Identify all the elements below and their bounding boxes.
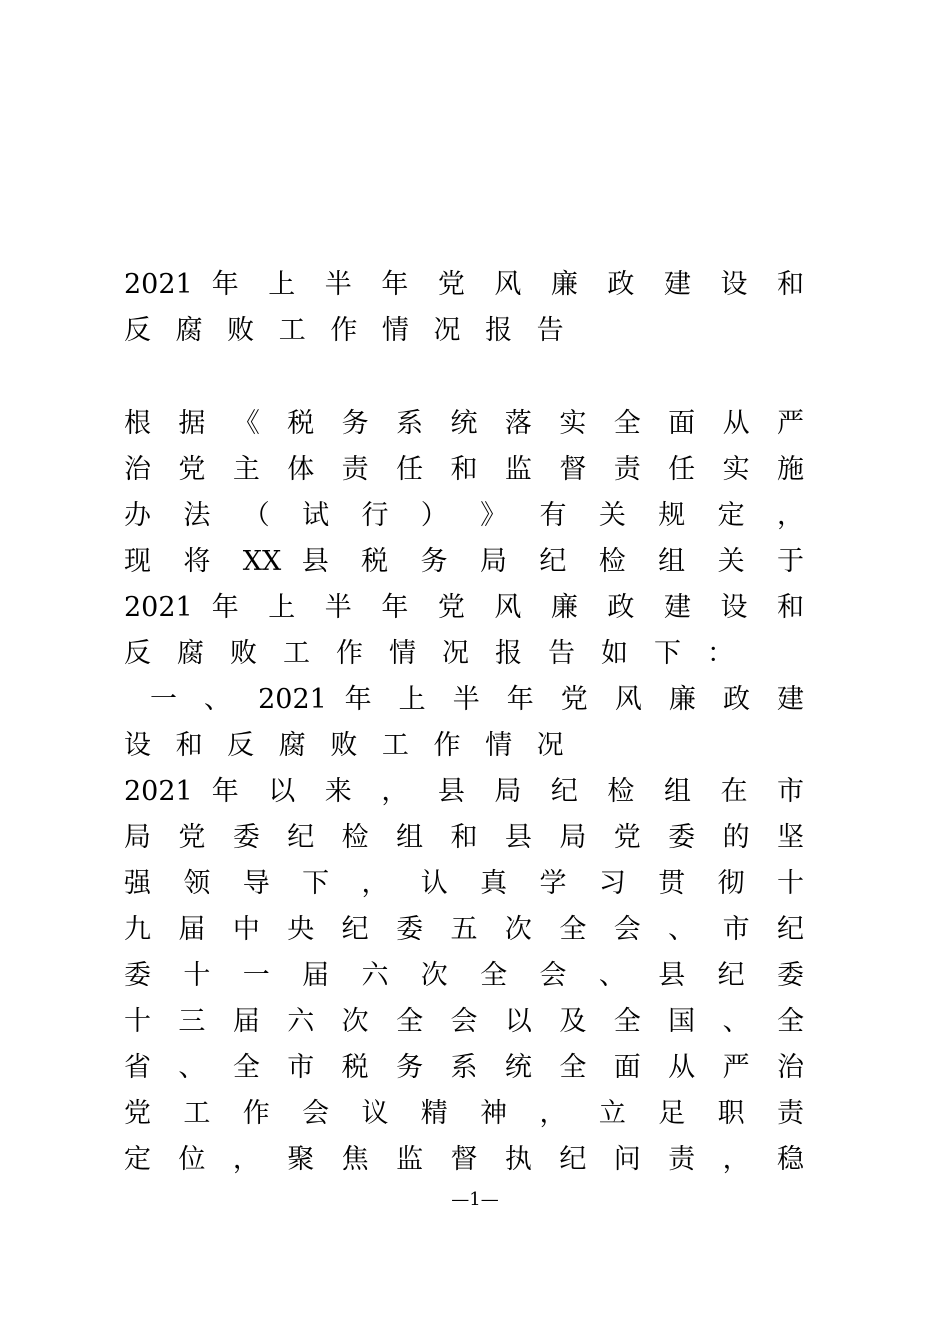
body-line-3: 办 法 （ 试 行 ） 》 有 关 规 定 ，	[124, 500, 804, 531]
section-heading-line-1: 一 、 2021 年 上 半 年 党 风 廉 政 建	[150, 684, 804, 715]
page-number: —1—	[451, 1189, 499, 1210]
body-line-5: 2021 年 上 半 年 党 风 廉 政 建 设 和	[124, 592, 804, 623]
body-line-12: 九 届 中 央 纪 委 五 次 全 会 、 市 纪	[124, 914, 804, 945]
body-line-2: 治 党 主 体 责 任 和 监 督 责 任 实 施	[124, 454, 804, 485]
body-line-6: 反 腐 败 工 作 情 况 报 告 如 下 ：	[124, 638, 734, 669]
title-line-1: 2021 年 上 半 年 党 风 廉 政 建 设 和	[124, 269, 804, 300]
body-line-11: 强 领 导 下 ， 认 真 学 习 贯 彻 十	[124, 868, 804, 899]
body-line-4: 现 将 XX 县 税 务 局 纪 检 组 关 于	[124, 546, 804, 577]
body-line-17: 定 位 ， 聚 焦 监 督 执 纪 问 责 ， 稳	[124, 1144, 804, 1175]
title-line-2: 反 腐 败 工 作 情 况 报 告	[124, 315, 572, 346]
body-line-1: 根 据 《 税 务 系 统 落 实 全 面 从 严	[124, 408, 804, 439]
body-line-16: 党 工 作 会 议 精 神 ， 立 足 职 责	[124, 1098, 804, 1129]
body-line-15: 省 、 全 市 税 务 系 统 全 面 从 严 治	[124, 1052, 804, 1083]
body-line-9: 2021 年 以 来 ， 县 局 纪 检 组 在 市	[124, 776, 804, 807]
body-line-13: 委 十 一 届 六 次 全 会 、 县 纪 委	[124, 960, 804, 991]
section-heading-line-2: 设 和 反 腐 败 工 作 情 况	[124, 730, 572, 761]
body-line-10: 局 党 委 纪 检 组 和 县 局 党 委 的 坚	[124, 822, 804, 853]
body-line-14: 十 三 届 六 次 全 会 以 及 全 国 、 全	[124, 1006, 804, 1037]
